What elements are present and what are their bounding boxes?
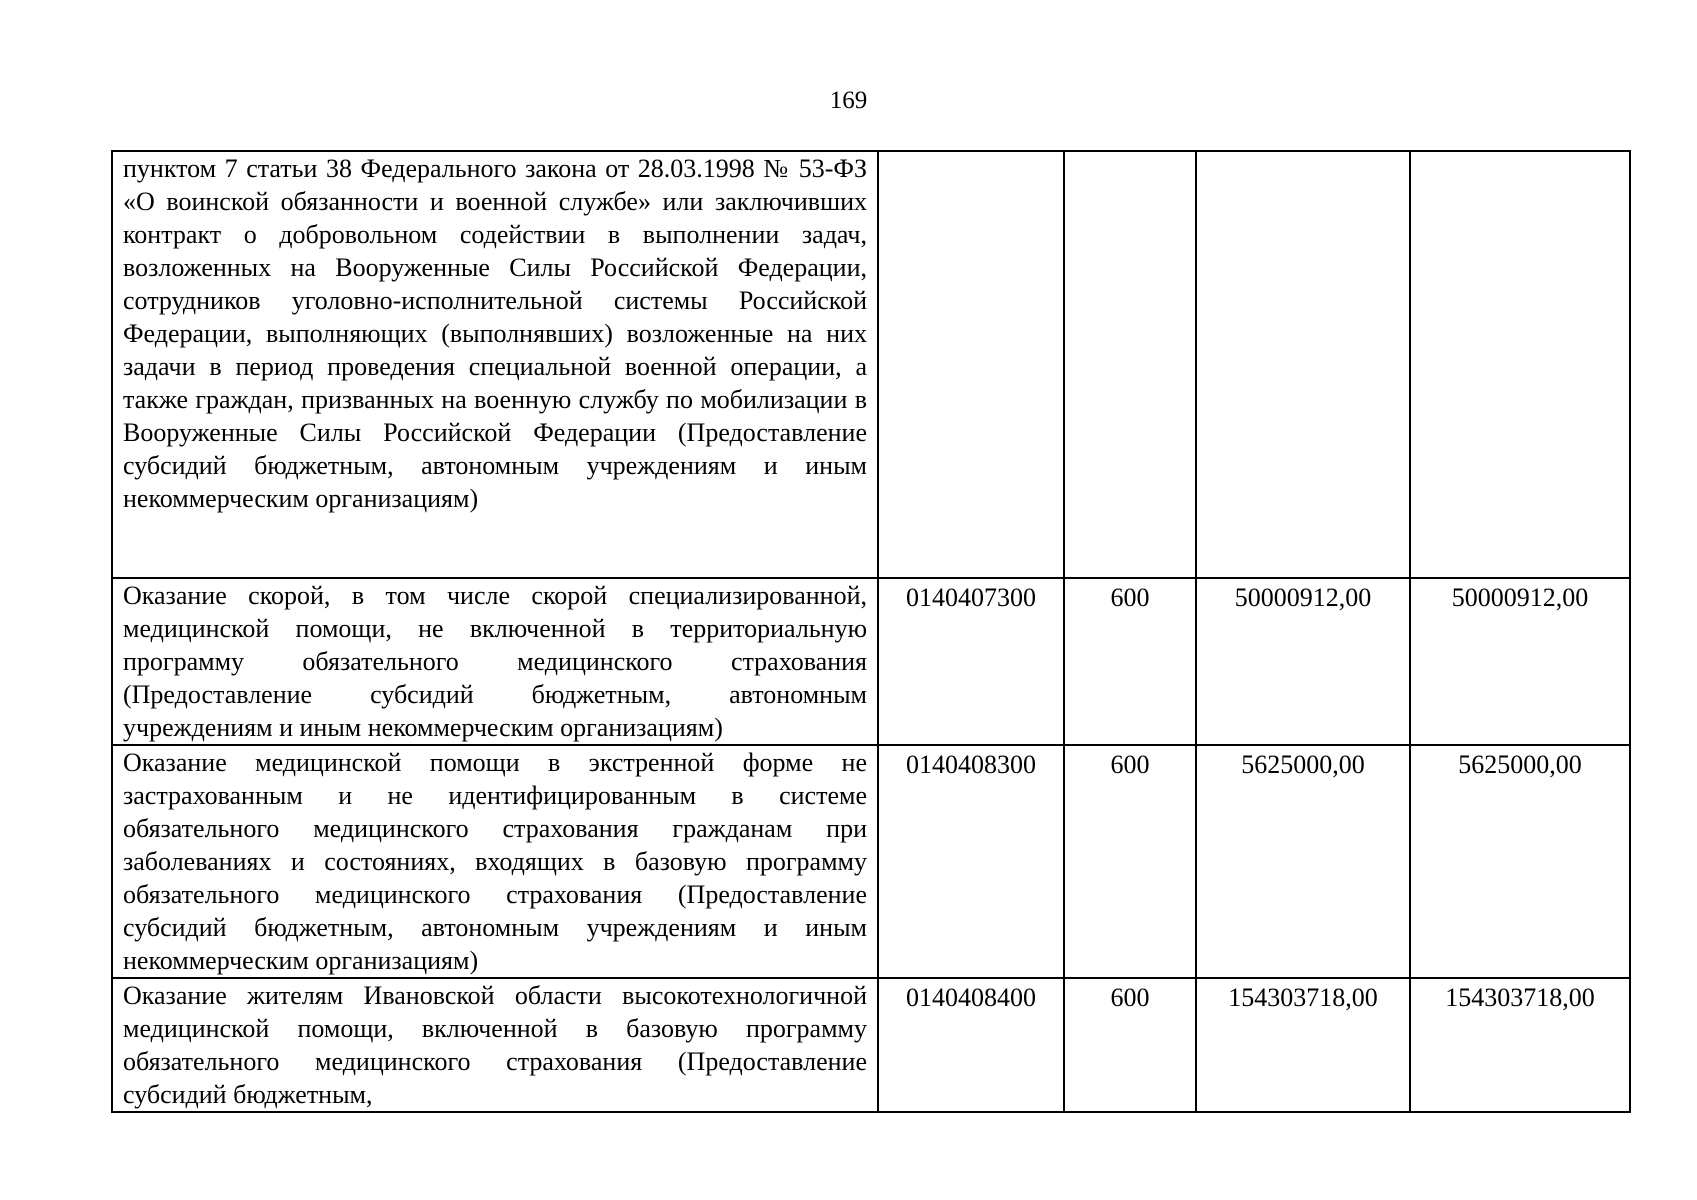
- table-row: [112, 578, 1630, 745]
- row-description: Оказание медицинской помощи в экстренной форме не застрахованным и не идентифицированным в системе обязательного медицинского страхования гражданам при заболеваниях и состояниях, входящих в базовую программу обязательного медицинского страхования (Предоставление субсидий бюджетным, автономным учреждениям и иным некоммерческим организациям): [112, 745, 878, 978]
- row-description: Оказание скорой, в том числе скорой специализированной, медицинской помощи, не включенной в территориальную программу обязательного медицинского страхования (Предоставление субсидий бюджетным, автономным учреждениям и иным некоммерческим организациям): [112, 578, 878, 745]
- row-amount-2: 5625000,00: [1410, 745, 1630, 978]
- row-target-code: 0140407300: [878, 578, 1064, 745]
- row-target-code: [878, 151, 1064, 578]
- table-row: [112, 745, 1630, 978]
- row-expense-type: 600: [1064, 745, 1196, 978]
- row-expense-type: 600: [1064, 978, 1196, 1112]
- row-expense-type: 600: [1064, 578, 1196, 745]
- row-description: Оказание жителям Ивановской области высокотехнологичной медицинской помощи, включенной в базовую программу обязательного медицинского страхования (Предоставление субсидий бюджетным,: [112, 978, 878, 1112]
- row-amount-2: 50000912,00: [1410, 578, 1630, 745]
- table-row: [112, 978, 1630, 1112]
- row-amount-1: 5625000,00: [1196, 745, 1410, 978]
- row-amount-2: 154303718,00: [1410, 978, 1630, 1112]
- row-target-code: 0140408400: [878, 978, 1064, 1112]
- budget-table: [111, 150, 1631, 1113]
- page-number: 169: [829, 87, 868, 114]
- row-amount-2: [1410, 151, 1630, 578]
- table-row: [112, 151, 1630, 578]
- row-amount-1: [1196, 151, 1410, 578]
- row-amount-1: 50000912,00: [1196, 578, 1410, 745]
- row-amount-1: 154303718,00: [1196, 978, 1410, 1112]
- row-description: пунктом 7 статьи 38 Федерального закона от 28.03.1998 № 53-ФЗ «О воинской обязанности и военной службе» или заключивших контракт о добровольном содействии в выполнении задач, возложенных на Вооруженные Силы Российской Федерации, сотрудников уголовно-исполнительной системы Российской Федерации, выполняющих (выполнявших) возложенные на них задачи в период проведения специальной военной операции, а также граждан, призванных на военную службу по мобилизации в Вооруженные Силы Российской Федерации (Предоставление субсидий бюджетным, автономным учреждениям и иным некоммерческим организациям): [112, 151, 878, 578]
- row-expense-type: [1064, 151, 1196, 578]
- row-target-code: 0140408300: [878, 745, 1064, 978]
